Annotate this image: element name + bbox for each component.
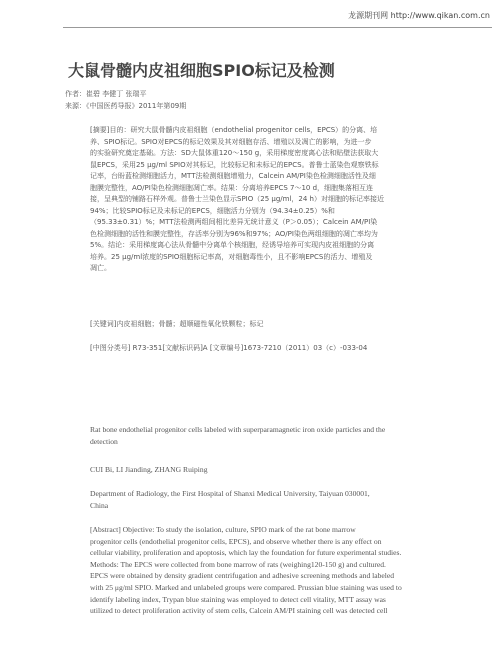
english-title-line: Rat bone endothelial progenitor cells labeled with superparamagnetic iron oxide particles and the: [90, 425, 386, 434]
english-abstract-line: Methods: The EPCS were collected from bone marrow of rats (weighing120-150 g) and cultured.: [90, 559, 386, 569]
article-title: 大鼠骨髓内皮祖细胞SPIO标记及检测: [68, 61, 335, 80]
abstract-line: 胞膜完整性，AO/PI染色检测细胞凋亡率。结果：分离培养EPCS 7～10 d，细胞集落相互连: [90, 183, 374, 192]
abstract-line: 接，呈典型的铺路石样外观。普鲁士兰染色显示SPIO（25 μg/ml，24 h）对细胞的标记率接近: [90, 195, 384, 203]
abstract-line: 凋亡。: [90, 264, 111, 272]
english-abstract-line: EPCS were obtained by density gradient centrifugation and adhesive screening methods and labeled: [90, 571, 395, 581]
keywords: [关键词]内皮祖细胞；骨髓；超顺磁性氧化铁颗粒；标记: [90, 320, 264, 328]
english-abstract-line: progenitor cells (endothelial progenitor cells, EPCS), and observe whether there is any effect on: [90, 536, 382, 546]
abstract-line: 5%。结论：采用梯度离心法从骨髓中分离单个核细胞，经诱导培养可实现内皮祖细胞的分离: [90, 241, 375, 249]
abstract-line: 培养。25 μg/ml浓度的SPIO细胞标记率高，对细胞毒性小，且不影响EPCS的活力、增殖及: [90, 252, 373, 261]
abstract-line: 鼠EPCS，采用25 μg/ml SPIO对其标记，比较标记和未标记的EPCS。普鲁士蓝染色观察铁标: [90, 160, 379, 169]
english-abstract: [90, 524, 430, 617]
abstract-line: [摘要]目的：研究大鼠骨髓内皮祖细胞（endothelial progenitor cells，EPCS）的分离、培: [90, 126, 378, 134]
abstract-line: 的实验研究奠定基础。方法：SD大鼠体重120～150 g，采用梯度密度离心法和贴壁法获取大: [90, 149, 379, 157]
site-header: 龙源期刊网 http://www.qikan.com.cn: [348, 11, 490, 20]
english-abstract-line: cellular viability, proliferation and apoptosis, which lay the foundation for future experimental studies.: [90, 548, 402, 558]
english-authors: CUI Bi, LI Jianding, ZHANG Ruiping: [90, 465, 208, 474]
affiliation-line: Department of Radiology, the First Hospital of Shanxi Medical University, Taiyuan 030001,: [90, 489, 370, 498]
affiliation-line: China: [90, 500, 109, 510]
english-title-line: detection: [90, 436, 118, 446]
classification-number: [中图分类号] R73-351[文献标识码]A [文章编号]1673-7210（2011）03（c）-033-04: [90, 344, 368, 352]
english-title: [90, 424, 430, 447]
abstract-line: 色检测细胞的活性和膜完整性，存活率分别为96%和97%；AO/PI染色两组细胞的凋亡率均为: [90, 229, 378, 238]
english-abstract-line: with 25 μg/ml SPIO. Marked and unlabeled groups were compared. Prussian blue staining was used to: [90, 582, 402, 592]
english-abstract-line: identify labeling index, Trypan blue staining was employed to detect cell vitality, MTT assay was: [90, 594, 386, 604]
header-divider: [63, 27, 492, 28]
abstract-line: 记率，台盼蓝检测细胞活力，MTT法检测细胞增殖力，Calcein AM/PI染色检测细胞活性及细: [90, 172, 376, 180]
article-source: 来源：《中国医药导报》2011年第09期: [65, 102, 187, 110]
article-authors: 作者：崔碧 李健丁 张瑞平: [65, 90, 147, 98]
english-abstract-line: [Abstract] Objective: To study the isolation, culture, SPIO mark of the rat bone marrow: [90, 525, 356, 534]
abstract-line: 养、SPIO标记。SPIO对EPCS的标记效果及其对细胞存活、增殖以及凋亡的影响，为进一步: [90, 137, 372, 146]
chinese-abstract: [90, 125, 420, 275]
abstract-line: 94%；比较SPIO标记及未标记的EPCS，细胞活力分别为（94.34±0.25）%和: [90, 206, 335, 215]
abstract-line: （95.33±0.31）%；MTT法检测两组间相比差异无统计意义（P＞0.05）；Calcein AM/PI染: [90, 218, 378, 226]
english-affiliation: [90, 488, 430, 511]
english-abstract-line: utilized to detect proliferation activity of stem cells, Calcein AM/PI staining cell was detected cell: [90, 606, 388, 616]
